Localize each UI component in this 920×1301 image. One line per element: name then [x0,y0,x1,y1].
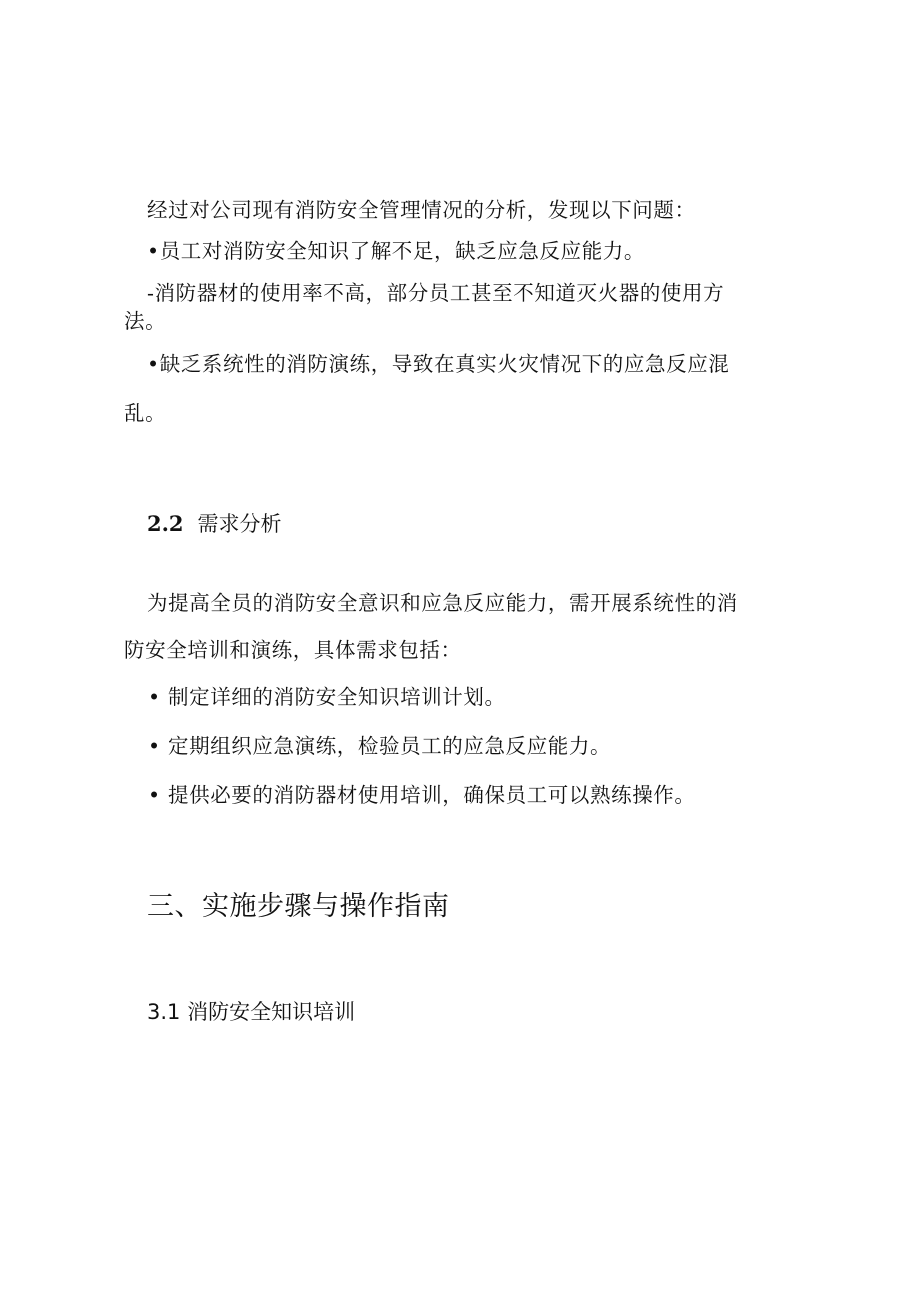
needs-list-item [148,781,696,809]
needs-list-text: 提供必要的消防器材使用培训，确保员工可以熟练操作。 [168,783,696,807]
needs-paragraph-line: 防安全培训和演练，具体需求包括： [124,638,462,662]
needs-paragraph-line: 为提高全员的消防安全意识和应急反应能力，需开展系统性的消 [147,591,738,615]
section-number: 2.2 [147,511,184,536]
issue-item: •员工对消防安全知识了解不足，缺乏应急反应能力。 [147,239,645,263]
section-title: 需求分析 [197,512,282,536]
section-heading-2-2 [147,508,282,538]
issue-item: •缺乏系统性的消防演练，导致在真实火灾情况下的应急反应混 [147,352,730,376]
issue-item-continuation: 法。 [124,309,167,333]
needs-list-text: 制定详细的消防安全知识培训计划。 [168,685,506,709]
bullet-dot: • [148,783,161,807]
needs-list-item [148,683,506,711]
bullet-dot: • [148,685,161,709]
needs-list-text: 定期组织应急演练，检验员工的应急反应能力。 [168,734,612,758]
needs-list-item [148,732,611,760]
bullet-dot: • [148,734,161,758]
issue-item-continuation: 乱。 [124,401,167,425]
issue-item: -消防器材的使用率不高，部分员工甚至不知道灭火器的使用方 [147,281,725,305]
chapter-heading-3: 三、实施步骤与操作指南 [147,891,450,922]
intro-paragraph: 经过对公司现有消防安全管理情况的分析，发现以下问题： [147,198,696,222]
section-heading-3-1: 3.1 消防安全知识培训 [147,1000,356,1024]
